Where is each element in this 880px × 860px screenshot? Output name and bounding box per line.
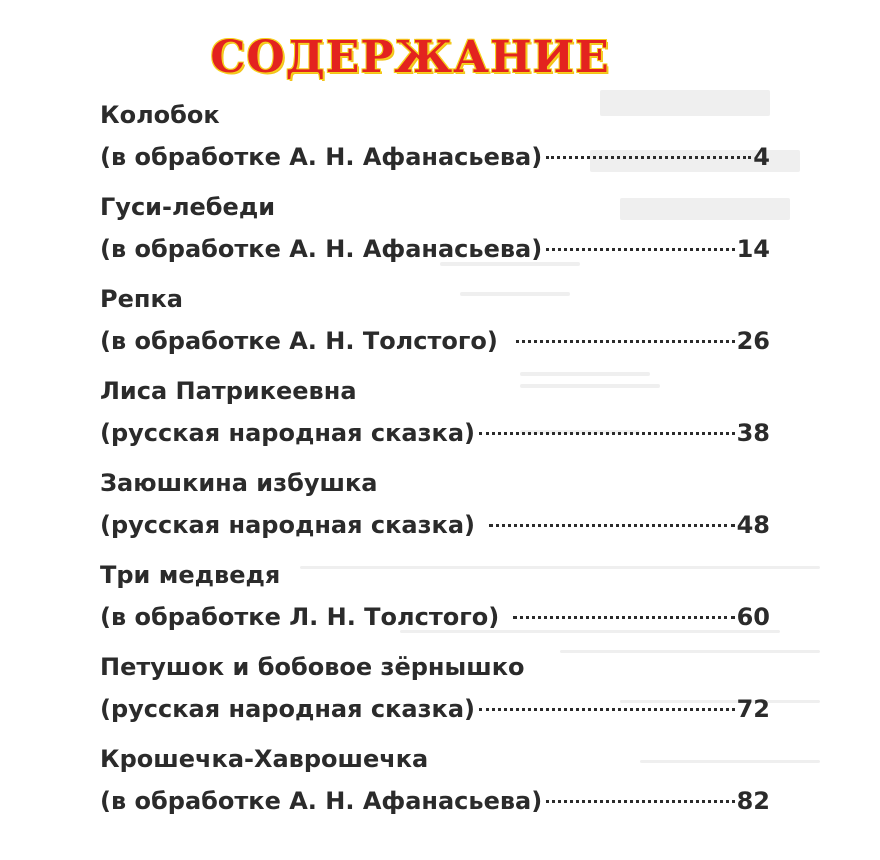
entry-note: (в обработке А. Н. Афанасьева) [100,143,543,171]
entry-title: Три медведя [100,561,281,589]
toc-entry[interactable] [100,370,770,462]
toc-entry[interactable] [100,554,770,646]
entry-title: Гуси-лебеди [100,193,276,221]
entry-page-number: 4 [753,143,770,171]
page-title: СОДЕРЖАНИЕ [210,32,610,83]
dot-leader [513,616,734,619]
entry-note: (в обработке А. Н. Толстого) [100,327,498,355]
dot-leader [546,800,734,803]
entry-note: (русская народная сказка) [100,511,475,539]
entry-title: Крошечка-Хаврошечка [100,745,429,773]
entry-page-number: 82 [736,787,770,815]
entry-page-number: 48 [736,511,770,539]
toc-entry[interactable] [100,186,770,278]
entry-title: Репка [100,285,183,313]
dot-leader [479,708,735,711]
entry-note: (в обработке Л. Н. Толстого) [100,603,500,631]
toc-entry[interactable] [100,462,770,554]
dot-leader [546,248,734,251]
entry-title: Петушок и бобовое зёрнышко [100,653,525,681]
entry-page-number: 38 [736,419,770,447]
entry-title: Заюшкина избушка [100,469,378,497]
dot-leader [489,524,735,527]
entry-note: (русская народная сказка) [100,419,475,447]
entry-note: (русская народная сказка) [100,695,475,723]
entry-title: Колобок [100,101,220,129]
entry-title: Лиса Патрикеевна [100,377,357,405]
entry-page-number: 14 [736,235,770,263]
toc-entry[interactable] [100,646,770,738]
entry-page-number: 26 [736,327,770,355]
toc-entry[interactable] [100,278,770,370]
entry-note: (в обработке А. Н. Афанасьева) [100,235,543,263]
entry-note: (в обработке А. Н. Афанасьева) [100,787,543,815]
dot-leader [479,432,735,435]
entry-page-number: 72 [736,695,770,723]
entry-page-number: 60 [736,603,770,631]
toc-entry[interactable] [100,738,770,830]
dot-leader [546,156,751,159]
toc-entry[interactable] [100,94,770,186]
dot-leader [516,340,735,343]
table-of-contents [100,94,770,830]
